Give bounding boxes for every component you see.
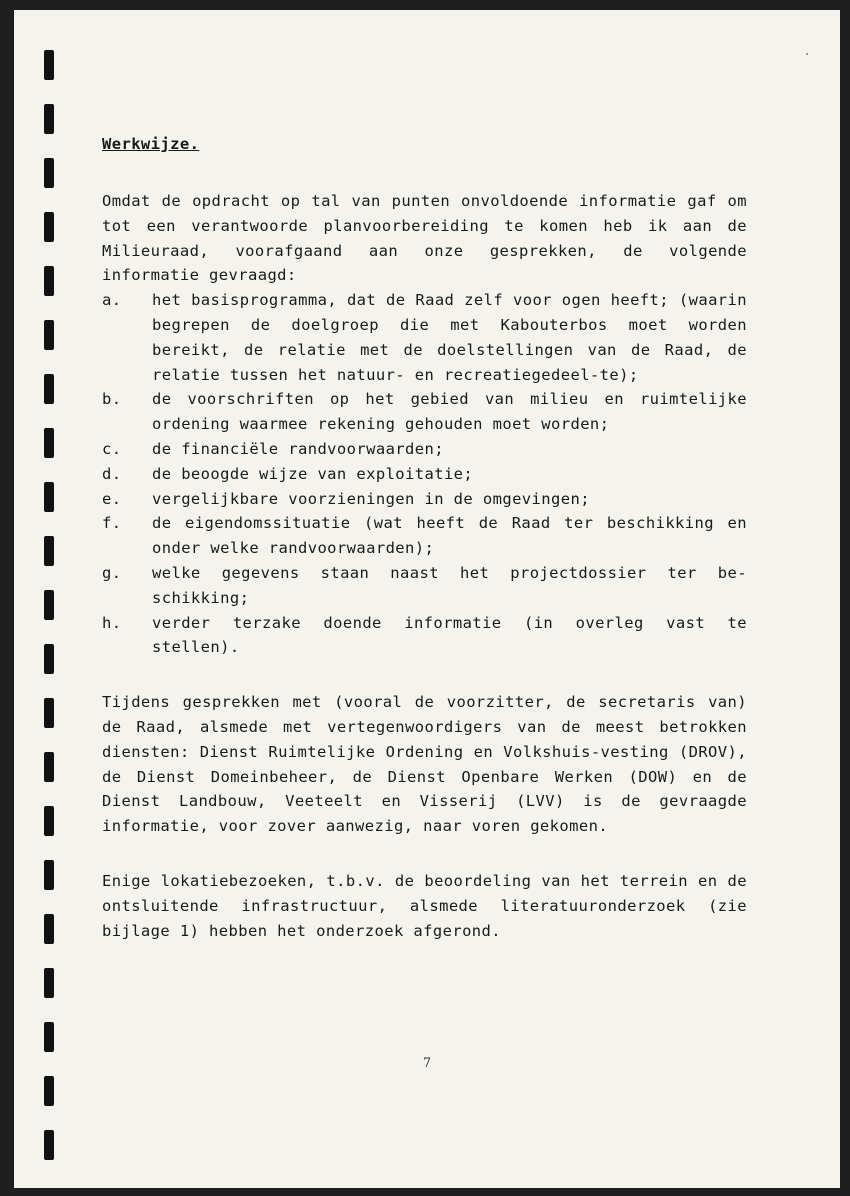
site-visits-paragraph: Enige lokatiebezoeken, t.b.v. de beoordeling van het terrein en de ontsluitende infrastructuur, alsmede literatuuronderzoek (zie bijlage 1) hebben het onderzoek afgerond.: [102, 871, 747, 940]
list-item-text: welke gegevens staan naast het projectdossier ter be-schikking;: [152, 563, 747, 607]
binding-hole: [44, 806, 54, 836]
binding-hole: [44, 104, 54, 134]
list-item: [102, 511, 747, 561]
binding-hole: [44, 212, 54, 242]
binding-holes: [28, 10, 68, 1188]
binding-hole: [44, 644, 54, 674]
list-item-letter: e.: [102, 489, 122, 508]
binding-hole: [44, 536, 54, 566]
list-item-text: de beoogde wijze van exploitatie;: [152, 464, 474, 483]
list-item-text: verder terzake doende informatie (in overleg vast te stellen).: [152, 613, 747, 657]
page-number: 7: [422, 1056, 432, 1071]
binding-hole: [44, 968, 54, 998]
list-item-letter: c.: [102, 439, 122, 458]
list-item-letter: a.: [102, 291, 122, 310]
requested-info-list: [102, 288, 747, 660]
list-item-text: vergelijkbare voorzieningen in de omgevingen;: [152, 489, 590, 508]
binding-hole: [44, 1022, 54, 1052]
list-item: [102, 487, 747, 512]
binding-hole: [44, 1130, 54, 1160]
list-item: [102, 611, 747, 661]
binding-hole: [44, 320, 54, 350]
list-item: [102, 288, 747, 387]
binding-hole: [44, 482, 54, 512]
binding-hole: [44, 914, 54, 944]
list-item: [102, 462, 747, 487]
binding-hole: [44, 266, 54, 296]
binding-hole: [44, 590, 54, 620]
list-item: [102, 561, 747, 611]
paragraph-spacer: [102, 839, 747, 869]
list-item-letter: b.: [102, 390, 122, 409]
binding-hole: [44, 752, 54, 782]
section-heading: Werkwijze.: [102, 135, 200, 153]
list-item-text: het basisprogramma, dat de Raad zelf voor ogen heeft; (waarin begrepen de doelgroep die met Kabouterbos moet worden bereikt, de relatie met de doelstellingen van de Raad, de relatie tussen het natuur- en recreatiegedeel-te);: [152, 291, 747, 384]
meetings-paragraph: Tijdens gesprekken met (vooral de voorzitter, de secretaris van) de Raad, alsmede met vertegenwoordigers van de meest betrokken diensten: Dienst Ruimtelijke Ordening en Volkshuis-vesting (DROV), de Dienst Domeinbeheer, de Dienst Openbare Werken (DOW) en de Dienst Landbouw, Veeteelt en Visserij (LVV) is de gevraagde informatie, voor zover aanwezig, naar voren gekomen.: [102, 693, 747, 836]
binding-hole: [44, 158, 54, 188]
list-item-letter: f.: [102, 514, 122, 533]
list-item: [102, 387, 747, 437]
list-item-text: de financiële randvoorwaarden;: [152, 439, 444, 458]
list-item-text: de voorschriften op het gebied van milieu en ruimtelijke ordening waarmee rekening gehouden moet worden;: [152, 390, 747, 434]
list-item: [102, 437, 747, 462]
binding-hole: [44, 860, 54, 890]
document-body: [102, 135, 747, 943]
list-item-letter: h.: [102, 613, 122, 632]
list-item-text: de eigendomssituatie (wat heeft de Raad ter beschikking en onder welke randvoorwaarden);: [152, 514, 747, 558]
binding-hole: [44, 50, 54, 80]
intro-paragraph: Omdat de opdracht op tal van punten onvoldoende informatie gaf om tot een verantwoorde planvoorbereiding te komen heb ik aan de Milieuraad, voorafgaand aan onze gesprekken, de volgende informatie gevraagd:: [102, 192, 747, 285]
paper-speck: [806, 53, 808, 55]
list-item-letter: d.: [102, 464, 122, 483]
document-page: [14, 10, 840, 1188]
binding-hole: [44, 374, 54, 404]
binding-hole: [44, 428, 54, 458]
paragraph-spacer: [102, 660, 747, 690]
binding-hole: [44, 1076, 54, 1106]
binding-hole: [44, 698, 54, 728]
list-item-letter: g.: [102, 563, 122, 582]
